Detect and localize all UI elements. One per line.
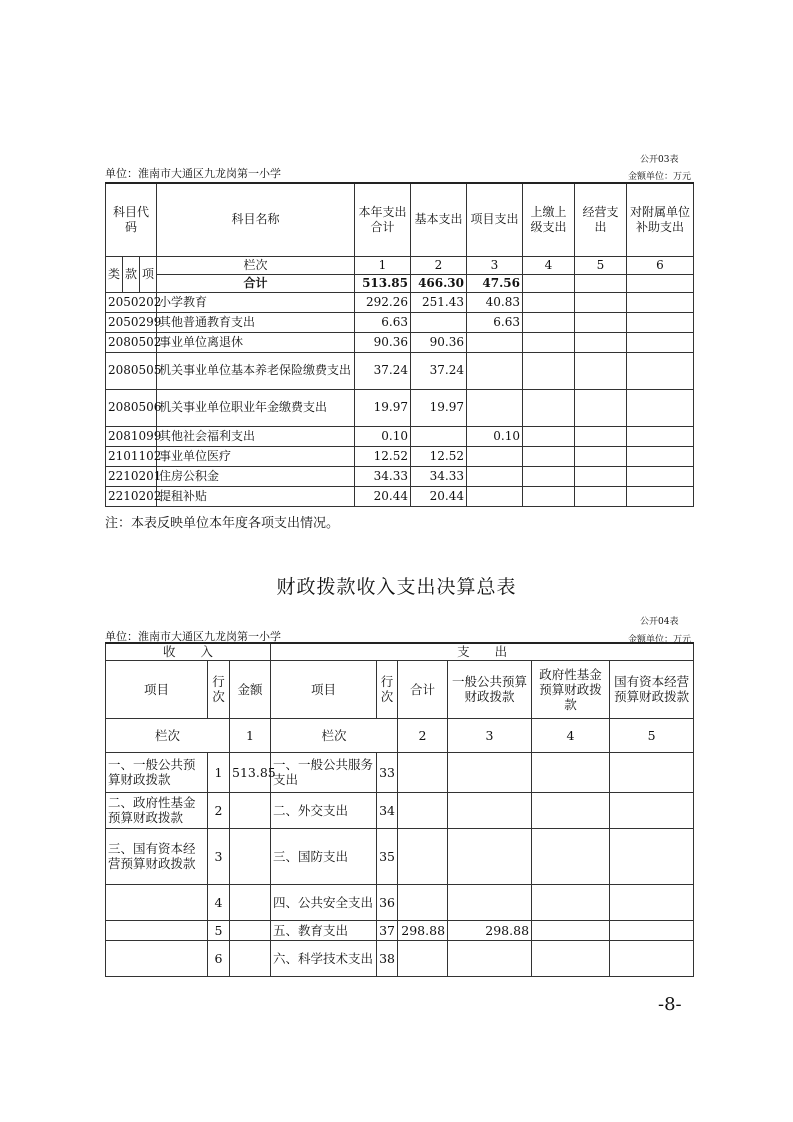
- row-basic: 20.44: [411, 486, 467, 506]
- expense-line: 36: [377, 884, 398, 920]
- table-row: [106, 426, 694, 446]
- table-row: [106, 884, 694, 920]
- empty-cell: [627, 389, 694, 426]
- expense-general: [448, 940, 532, 976]
- empty-cell: [575, 466, 627, 486]
- empty-cell: [523, 352, 575, 389]
- subject-code: 2210202: [106, 486, 157, 506]
- income-item: 二、政府性基金预算财政拨款: [106, 792, 208, 828]
- row-total: 0.10: [355, 426, 411, 446]
- header-basic: 基本支出: [411, 183, 467, 256]
- table-row: [106, 920, 694, 940]
- empty-cell: [575, 352, 627, 389]
- empty-cell: [523, 466, 575, 486]
- expense-total: [398, 828, 448, 884]
- column-label: 栏次: [271, 718, 398, 752]
- income-item: [106, 884, 208, 920]
- empty-cell: [627, 446, 694, 466]
- row-basic: 19.97: [411, 389, 467, 426]
- empty-cell: [627, 466, 694, 486]
- header-project: 项目支出: [467, 183, 523, 256]
- empty-cell: [627, 486, 694, 506]
- subject-name: 小学教育: [157, 292, 355, 312]
- income-item: 一、一般公共预算财政拨款: [106, 752, 208, 792]
- expense-general: [448, 752, 532, 792]
- row-basic: 12.52: [411, 446, 467, 466]
- row-total: 19.97: [355, 389, 411, 426]
- col-num: 3: [467, 256, 523, 274]
- header-line: 行次: [208, 660, 230, 718]
- row-project: 0.10: [467, 426, 523, 446]
- expense-item: 五、教育支出: [271, 920, 377, 940]
- total-project: 47.56: [467, 274, 523, 292]
- subject-code: 2080505: [106, 352, 157, 389]
- expense-item: 六、科学技术支出: [271, 940, 377, 976]
- header-upper: 上缴上级支出: [523, 183, 575, 256]
- header-general: 一般公共预算财政拨款: [448, 660, 532, 718]
- subject-name: 机关事业单位基本养老保险缴费支出: [157, 352, 355, 389]
- total-label: 合计: [157, 274, 355, 292]
- expense-line: 38: [377, 940, 398, 976]
- header-item: 项目: [106, 660, 208, 718]
- column-label: 栏次: [106, 718, 230, 752]
- table-row: [106, 389, 694, 426]
- empty-cell: [523, 446, 575, 466]
- expense-item: 二、外交支出: [271, 792, 377, 828]
- empty-cell: [575, 332, 627, 352]
- expense-gov-fund: [532, 920, 610, 940]
- row-project: [467, 389, 523, 426]
- row-total: 6.63: [355, 312, 411, 332]
- income-item: [106, 940, 208, 976]
- subject-code: 2101102: [106, 446, 157, 466]
- header-line2: 行次: [377, 660, 398, 718]
- table2-title: 财政拨款收入支出决算总表: [276, 576, 517, 598]
- col-num: 1: [230, 718, 271, 752]
- expense-gov-fund: [532, 792, 610, 828]
- expense-general: [448, 792, 532, 828]
- table-row: [106, 312, 694, 332]
- subject-code: 2080502: [106, 332, 157, 352]
- header-lei: 类: [106, 256, 123, 292]
- row-basic: 34.33: [411, 466, 467, 486]
- row-total: 292.26: [355, 292, 411, 312]
- row-project: [467, 332, 523, 352]
- subject-name: 机关事业单位职业年金缴费支出: [157, 389, 355, 426]
- income-item: 三、国有资本经营预算财政拨款: [106, 828, 208, 884]
- subject-code: 2081099: [106, 426, 157, 446]
- col-num: 4: [532, 718, 610, 752]
- col-num: 4: [523, 256, 575, 274]
- row-project: 6.63: [467, 312, 523, 332]
- empty-cell: [575, 292, 627, 312]
- expense-line: 33: [377, 752, 398, 792]
- table-row: [106, 332, 694, 352]
- table-row: [106, 292, 694, 312]
- empty-cell: [627, 312, 694, 332]
- row-project: [467, 446, 523, 466]
- header-amount: 金额: [230, 660, 271, 718]
- row-basic: [411, 426, 467, 446]
- expense-state-capital: [610, 752, 694, 792]
- expense-gov-fund: [532, 940, 610, 976]
- total-amount: 513.85: [355, 274, 411, 292]
- expense-general: 298.88: [448, 920, 532, 940]
- col-num: 2: [411, 256, 467, 274]
- empty-cell: [575, 446, 627, 466]
- subject-code: 2050202: [106, 292, 157, 312]
- expense-gov-fund: [532, 828, 610, 884]
- header-xiang: 项: [140, 256, 157, 292]
- page-number: -8-: [658, 994, 682, 1015]
- row-total: 37.24: [355, 352, 411, 389]
- income-item: [106, 920, 208, 940]
- header-expense: 支 出: [271, 643, 694, 660]
- income-line: 1: [208, 752, 230, 792]
- subject-code: 2210201: [106, 466, 157, 486]
- column-label: 栏次: [157, 256, 355, 274]
- empty-cell: [627, 292, 694, 312]
- expense-item: 三、国防支出: [271, 828, 377, 884]
- subject-name: 事业单位离退休: [157, 332, 355, 352]
- table-row: [106, 792, 694, 828]
- empty-cell: [575, 312, 627, 332]
- income-amount: [230, 828, 271, 884]
- subject-code: 2050299: [106, 312, 157, 332]
- expense-state-capital: [610, 884, 694, 920]
- header-item2: 项目: [271, 660, 377, 718]
- empty-cell: [575, 389, 627, 426]
- table2-amount-unit: 金额单位：万元: [628, 635, 692, 645]
- header-business: 经营支出: [575, 183, 627, 256]
- subject-name: 提租补贴: [157, 486, 355, 506]
- header-subject-name: 科目名称: [157, 183, 355, 256]
- row-basic: [411, 312, 467, 332]
- row-basic: 90.36: [411, 332, 467, 352]
- empty-cell: [627, 426, 694, 446]
- expense-line: 35: [377, 828, 398, 884]
- row-project: 40.83: [467, 292, 523, 312]
- row-total: 90.36: [355, 332, 411, 352]
- empty-cell: [627, 352, 694, 389]
- empty-cell: [523, 486, 575, 506]
- col-num: 6: [627, 256, 694, 274]
- header-kuan: 款: [123, 256, 140, 292]
- income-amount: [230, 884, 271, 920]
- expense-gov-fund: [532, 752, 610, 792]
- col-num: 5: [575, 256, 627, 274]
- subject-name: 其他社会福利支出: [157, 426, 355, 446]
- empty-cell: [575, 486, 627, 506]
- income-amount: [230, 940, 271, 976]
- income-line: 2: [208, 792, 230, 828]
- expense-item: 四、公共安全支出: [271, 884, 377, 920]
- empty-cell: [523, 426, 575, 446]
- table2-unit-label: 单位：淮南市大通区九龙岗第一小学: [105, 630, 281, 643]
- row-project: [467, 486, 523, 506]
- table-row: [106, 486, 694, 506]
- income-amount: [230, 920, 271, 940]
- row-total: 34.33: [355, 466, 411, 486]
- row-project: [467, 466, 523, 486]
- empty-cell: [523, 312, 575, 332]
- table-row: [106, 446, 694, 466]
- subject-code: 2080506: [106, 389, 157, 426]
- income-amount: 513.85: [230, 752, 271, 792]
- income-line: 6: [208, 940, 230, 976]
- income-amount: [230, 792, 271, 828]
- expense-line: 34: [377, 792, 398, 828]
- row-basic: 251.43: [411, 292, 467, 312]
- expense-general: [448, 828, 532, 884]
- row-basic: 37.24: [411, 352, 467, 389]
- expenditure-table: [105, 182, 694, 507]
- table-row: [106, 752, 694, 792]
- col-num: 5: [610, 718, 694, 752]
- expense-state-capital: [610, 792, 694, 828]
- row-total: 20.44: [355, 486, 411, 506]
- table1-note: 注：本表反映单位本年度各项支出情况。: [105, 516, 340, 531]
- expense-state-capital: [610, 940, 694, 976]
- expense-gov-fund: [532, 884, 610, 920]
- income-line: 4: [208, 884, 230, 920]
- expense-general: [448, 884, 532, 920]
- empty-cell: [523, 332, 575, 352]
- expense-total: [398, 884, 448, 920]
- subject-name: 其他普通教育支出: [157, 312, 355, 332]
- expense-total: [398, 752, 448, 792]
- expense-total: [398, 792, 448, 828]
- header-total2: 合计: [398, 660, 448, 718]
- col-num: 3: [448, 718, 532, 752]
- row-project: [467, 352, 523, 389]
- empty-cell: [627, 332, 694, 352]
- subject-name: 住房公积金: [157, 466, 355, 486]
- expense-state-capital: [610, 828, 694, 884]
- table2-code: 公开04表: [640, 617, 679, 627]
- table1-amount-unit: 金额单位：万元: [628, 172, 692, 182]
- empty-cell: [523, 292, 575, 312]
- header-income: 收 入: [106, 643, 271, 660]
- fiscal-summary-table: [105, 642, 694, 977]
- col-num: 1: [355, 256, 411, 274]
- income-line: 5: [208, 920, 230, 940]
- row-total: 12.52: [355, 446, 411, 466]
- expense-total: 298.88: [398, 920, 448, 940]
- empty-cell: [575, 426, 627, 446]
- expense-line: 37: [377, 920, 398, 940]
- expense-state-capital: [610, 920, 694, 940]
- income-line: 3: [208, 828, 230, 884]
- table-row: [106, 828, 694, 884]
- header-gov-fund: 政府性基金预算财政拨款: [532, 660, 610, 718]
- table1-unit-label: 单位：淮南市大通区九龙岗第一小学: [105, 167, 281, 180]
- table-row: [106, 940, 694, 976]
- header-state-capital: 国有资本经营预算财政拨款: [610, 660, 694, 718]
- expense-total: [398, 940, 448, 976]
- empty-cell: [523, 389, 575, 426]
- header-subject-code: 科目代码: [106, 183, 157, 256]
- total-basic: 466.30: [411, 274, 467, 292]
- col-num: 2: [398, 718, 448, 752]
- subject-name: 事业单位医疗: [157, 446, 355, 466]
- table-row: [106, 466, 694, 486]
- header-subsidy: 对附属单位补助支出: [627, 183, 694, 256]
- header-total: 本年支出合计: [355, 183, 411, 256]
- expense-item: 一、一般公共服务支出: [271, 752, 377, 792]
- table1-code: 公开03表: [640, 155, 679, 165]
- table-row: [106, 352, 694, 389]
